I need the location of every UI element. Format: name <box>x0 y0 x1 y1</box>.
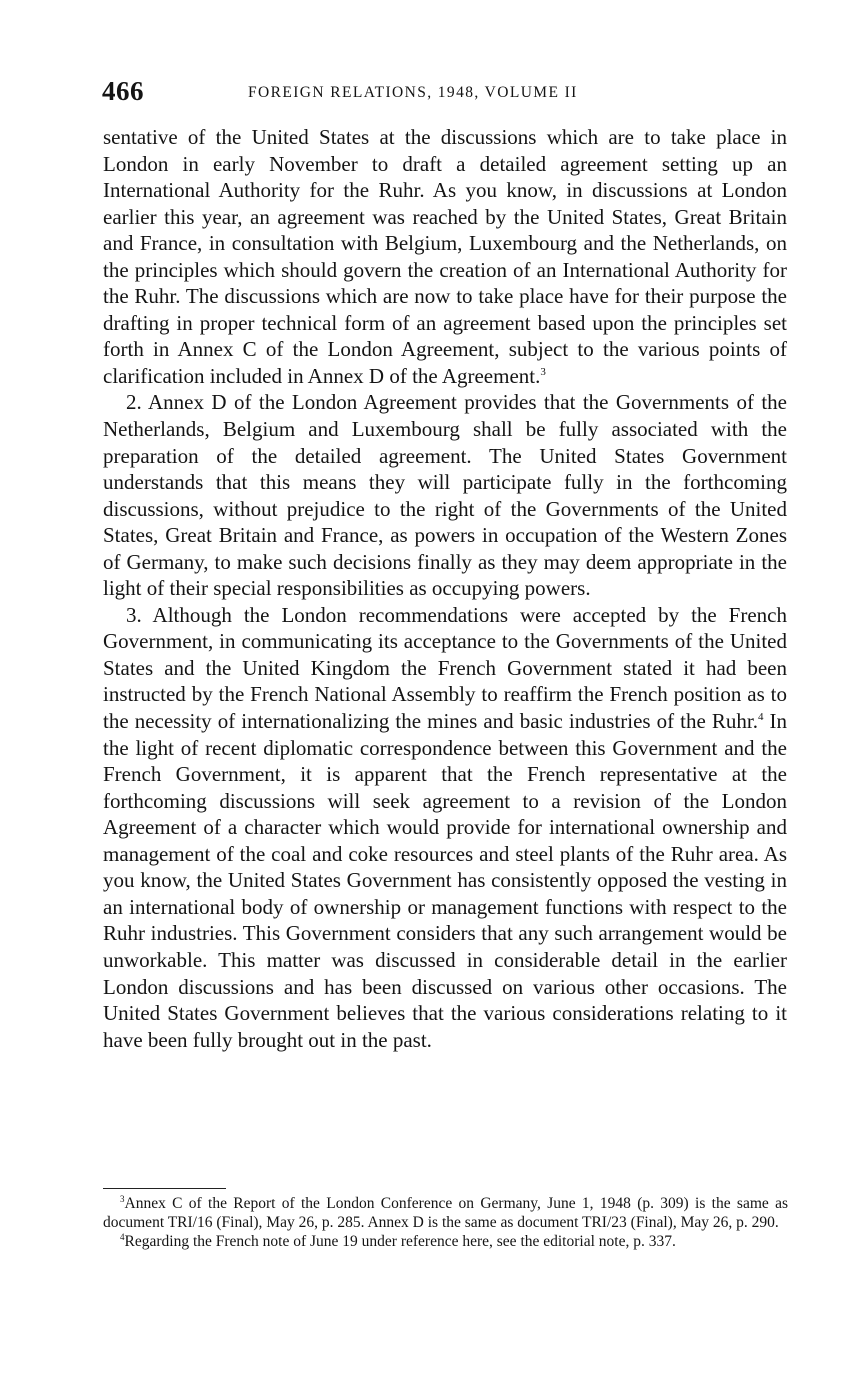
footnote-4-text: Regarding the French note of June 19 under reference here, see the editorial note, p. 337. <box>124 1233 676 1250</box>
footnote-ref-3: 3 <box>540 365 546 378</box>
footnote-3 <box>103 1194 788 1232</box>
paragraph-3-text-b: In the light of recent diplomatic correspondence between this Government and the French Government, it is apparent that the French representative at the forthcoming discussions will seek agreement to a revision of the London Agreement of a character which would provide for international ownership and management of the coal and coke resources and steel plants of the Ruhr area. As you know, the United States Government has consistently opposed the vesting in an international body of ownership or management functions with respect to the Ruhr industries. This Government considers that any such arrangement would be unworkable. This matter was discussed in considerable detail in the earlier London discussions and has been discussed on various other occasions. The United States Government believes that the various considerations relating to it have been fully brought out in the past. <box>103 709 787 1052</box>
running-head <box>102 76 788 108</box>
paragraph-3-text-a: 3. Although the London recommendations were accepted by the French Government, in communicating its acceptance to the Governments of the United States and the United Kingdom the French Government stated it had been instructed by the French National Assembly to reaffirm the French position as to the necessity of internationalizing the mines and basic industries of the Ruhr. <box>103 602 787 734</box>
paragraph-3 <box>103 602 787 1053</box>
footnote-ref-4: 4 <box>757 711 764 724</box>
footnote-divider <box>103 1188 226 1189</box>
page-number: 466 <box>102 76 144 106</box>
paragraph-1 <box>103 124 787 389</box>
footnote-4-mark: 4 <box>120 1231 125 1242</box>
footnotes <box>103 1194 788 1251</box>
paragraph-1-text: sentative of the United States at the discussions which are to take place in London in early November to draft a detailed agreement setting up an International Authority for the Ruhr. As you know, in discussions at London earlier this year, an agreement was reached by the United States, Great Britain and France, in consultation with Belgium, Luxembourg and the Netherlands, on the principles which should govern the creation of an International Authority for the Ruhr. The discussions which are now to take place have for their purpose the drafting in proper technical form of an agreement based upon the principles set forth in Annex C of the London Agreement, subject to the various points of clarification included in Annex D of the Agreement. <box>103 125 787 388</box>
footnote-4 <box>103 1232 788 1251</box>
footnote-3-text: Annex C of the Report of the London Conference on Germany, June 1, 1948 (p. 309) is the same as document TRI/16 (Final), May 26, p. 285. Annex D is the same as document TRI/23 (Final), May 26, p. 290. <box>103 1195 788 1231</box>
body-text <box>103 124 787 1053</box>
paragraph-2 <box>103 389 787 601</box>
paragraph-2-text: 2. Annex D of the London Agreement provides that the Governments of the Netherlands, Belgium and Luxembourg shall be fully associated with the preparation of the detailed agreement. The United States Government understands that this means they will participate fully in the forthcoming discussions, without prejudice to the right of the Governments of the United States, Great Britain and France, as powers in occupation of the Western Zones of Germany, to make such decisions finally as they may deem appropriate in the light of their special responsibilities as occupying powers. <box>103 390 787 601</box>
footnote-3-mark: 3 <box>120 1193 125 1204</box>
running-title: FOREIGN RELATIONS, 1948, VOLUME II <box>248 84 578 101</box>
